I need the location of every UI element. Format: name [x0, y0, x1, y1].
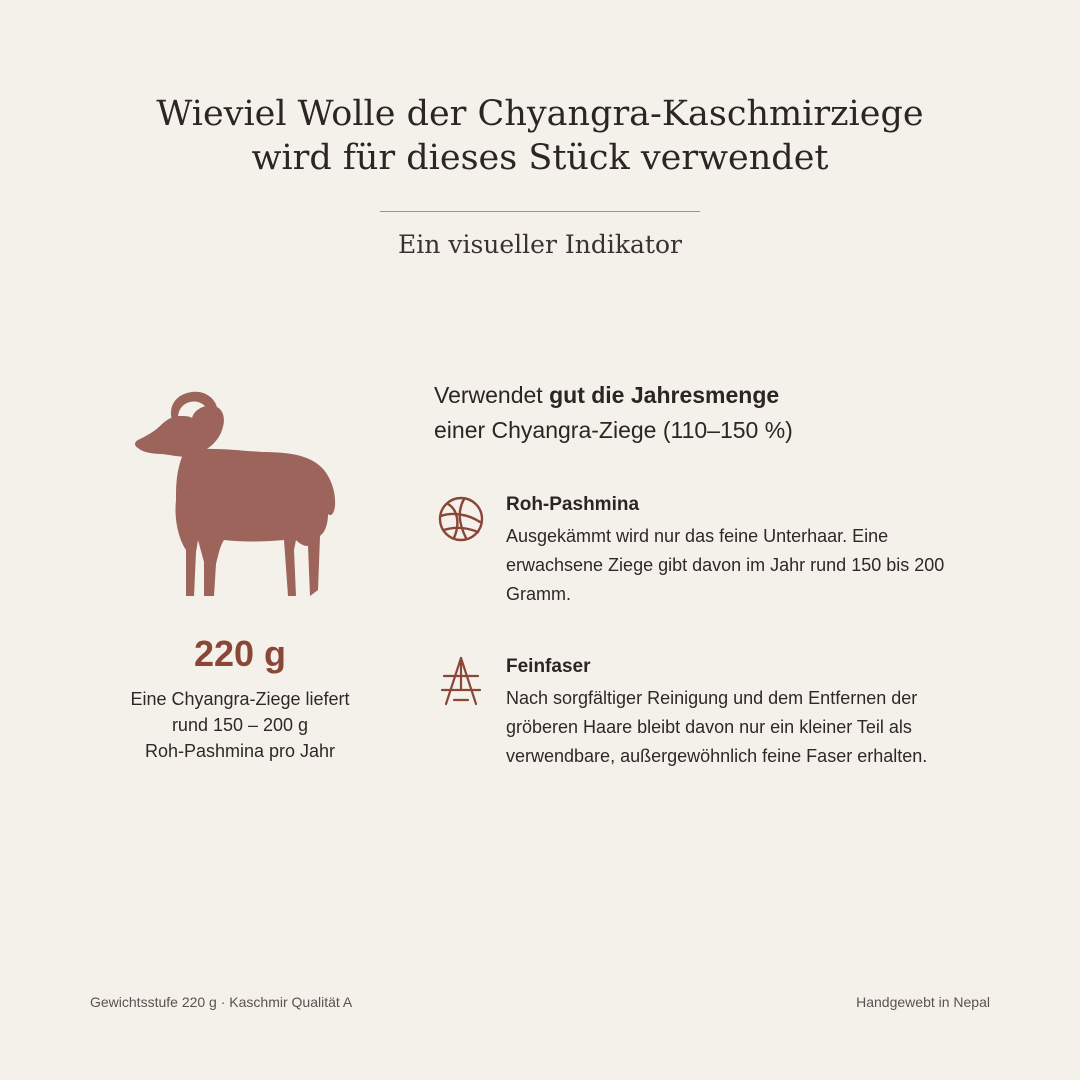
usage-summary-emphasis: gut die Jahresmenge: [549, 382, 780, 408]
yarn-ball-icon: [434, 492, 488, 546]
feature-title: Feinfaser: [506, 656, 591, 677]
goat-icon: [132, 390, 338, 600]
feature-description-line-2: gröberen Haare bleibt davon nur ein kleiner Teil als: [506, 717, 912, 737]
footer-origin: Handgewebt in Nepal: [856, 994, 990, 1010]
page-title-line-2: wird für dieses Stück verwendet: [251, 138, 829, 178]
title-divider: [380, 211, 700, 212]
feature-description: [506, 522, 986, 609]
feature-title: Roh-Pashmina: [506, 494, 640, 515]
goat-yield-caption: [90, 686, 390, 764]
feature-feinfaser: [434, 654, 994, 774]
goat-caption-line-2: rund 150 – 200 g: [171, 715, 309, 735]
goat-caption-line-1: Eine Chyangra-Ziege liefert: [130, 689, 350, 709]
feature-description-line-3: verwendbare, außergewöhnlich feine Faser erhalten.: [506, 746, 928, 766]
footer-weight-grade: Gewichtsstufe 220 g · Kaschmir Qualität A: [90, 994, 353, 1010]
feature-description-line-3: Gramm.: [506, 584, 571, 604]
wool-weight-value: 220 g: [193, 633, 287, 674]
feature-description-line-2: erwachsene Ziege gibt davon im Jahr rund 150 bis 200: [506, 555, 945, 575]
page-title-line-1: Wieviel Wolle der Chyangra-Kaschmirziege: [156, 94, 924, 134]
goat-caption-line-3: Roh-Pashmina pro Jahr: [144, 741, 336, 761]
feature-roh-pashmina: [434, 492, 994, 612]
usage-summary-line-1: [434, 378, 994, 413]
loom-icon: [434, 654, 488, 708]
usage-summary-line-2: einer Chyangra-Ziege (110–150 %): [434, 417, 793, 443]
feature-description-line-1: Ausgekämmt wird nur das feine Unterhaar. Eine: [506, 526, 889, 546]
page-title: [0, 92, 1080, 180]
feature-description: [506, 684, 986, 771]
usage-summary-prefix: Verwendet: [434, 382, 550, 408]
usage-summary: [434, 378, 994, 448]
feature-description-line-1: Nach sorgfältiger Reinigung und dem Entfernen der: [506, 688, 918, 708]
page-subtitle: Ein visueller Indikator: [398, 230, 682, 259]
